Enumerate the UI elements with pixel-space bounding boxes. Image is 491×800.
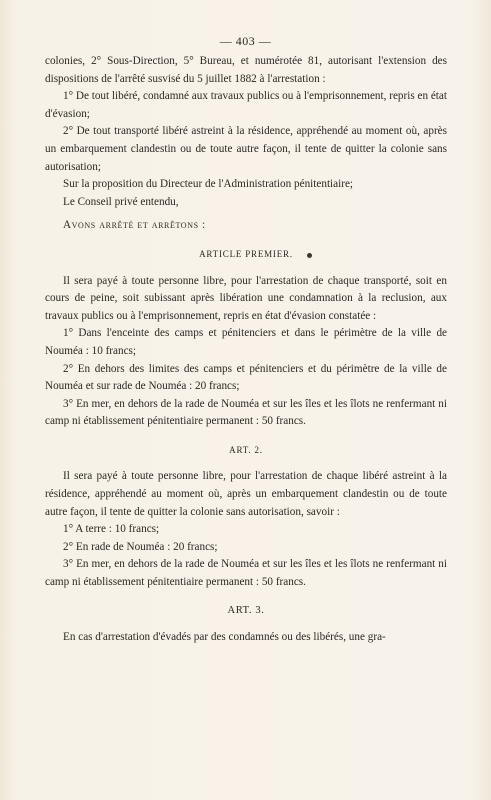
paragraph-continuation: colonies, 2° Sous-Direction, 5° Bureau, et numérotée 81, autorisant l'extension des dispositions de l'arrêté susvisé du 5 juillet 1882 à l'arrestation :: [45, 55, 447, 85]
article-1-item: 3° En mer, en dehors de la rade de Nouméa et sur les îles et les îlots ne renfermant ni camp ni établissement pénitentiaire permanent : 50 francs.: [45, 397, 447, 428]
article-2-intro: Il sera payé à toute personne libre, pour l'arrestation de chaque libéré astreint à la résidence, appréhendé au moment où, après un embarquement clandestin ou de toute autre façon, il tente de quitter la colonie sans autorisation, savoir :: [45, 470, 447, 518]
article-2-title: ART. 2.: [229, 444, 263, 455]
paragraph-item-1: 1° De tout libéré, condamné aux travaux publics ou à l'emprisonnement, repris en état d'évasion;: [45, 90, 447, 120]
article-2-item: 2° En rade de Nouméa : 20 francs;: [63, 540, 218, 553]
article-1-item: 1° Dans l'enceinte des camps et pénitenciers et dans le périmètre de la ville de Nouméa : 10 francs;: [45, 327, 447, 357]
article-2-item: 1° A terre : 10 francs;: [63, 523, 160, 536]
article-2-item: 3° En mer, en dehors de la rade de Nouméa et sur les îles et les îlots ne renfermant ni camp ni établissement pénitentiaire permanent : 50 francs.: [45, 558, 447, 589]
article-3-intro: En cas d'arrestation d'évadés par des condamnés ou des libérés, une gra-: [63, 631, 386, 644]
article-1-title: ARTICLE PREMIER.: [199, 248, 293, 259]
article-1-intro: Il sera payé à toute personne libre, pour l'arrestation de chaque transporté, soit en cours de peine, soit subissant après libération une condamnation à la reclusion, aux travaux publics ou à l'emprisonnement, repris en état d'évasion constatée :: [45, 274, 447, 322]
decree-formula: Avons arrêté et arrêtons :: [63, 219, 206, 232]
paragraph-item-2: 2° De tout transporté libéré astreint à la résidence, appréhendé au moment où, après un embarquement clandestin ou de toute autre façon, il tente de quitter la colonie sans autorisation;: [45, 125, 447, 173]
article-1-item: 2° En dehors des limites des camps et pénitenciers et du périmètre de la ville de Nouméa et sur rade de Nouméa : 20 francs;: [45, 362, 447, 393]
article-3-title: ART. 3.: [227, 604, 265, 616]
document-body: [45, 53, 447, 647]
page-number: — 403 —: [219, 34, 272, 48]
paragraph-proposal: Sur la proposition du Directeur de l'Administration pénitentiaire;: [63, 178, 354, 191]
paragraph-council: Le Conseil privé entendu,: [63, 195, 179, 208]
